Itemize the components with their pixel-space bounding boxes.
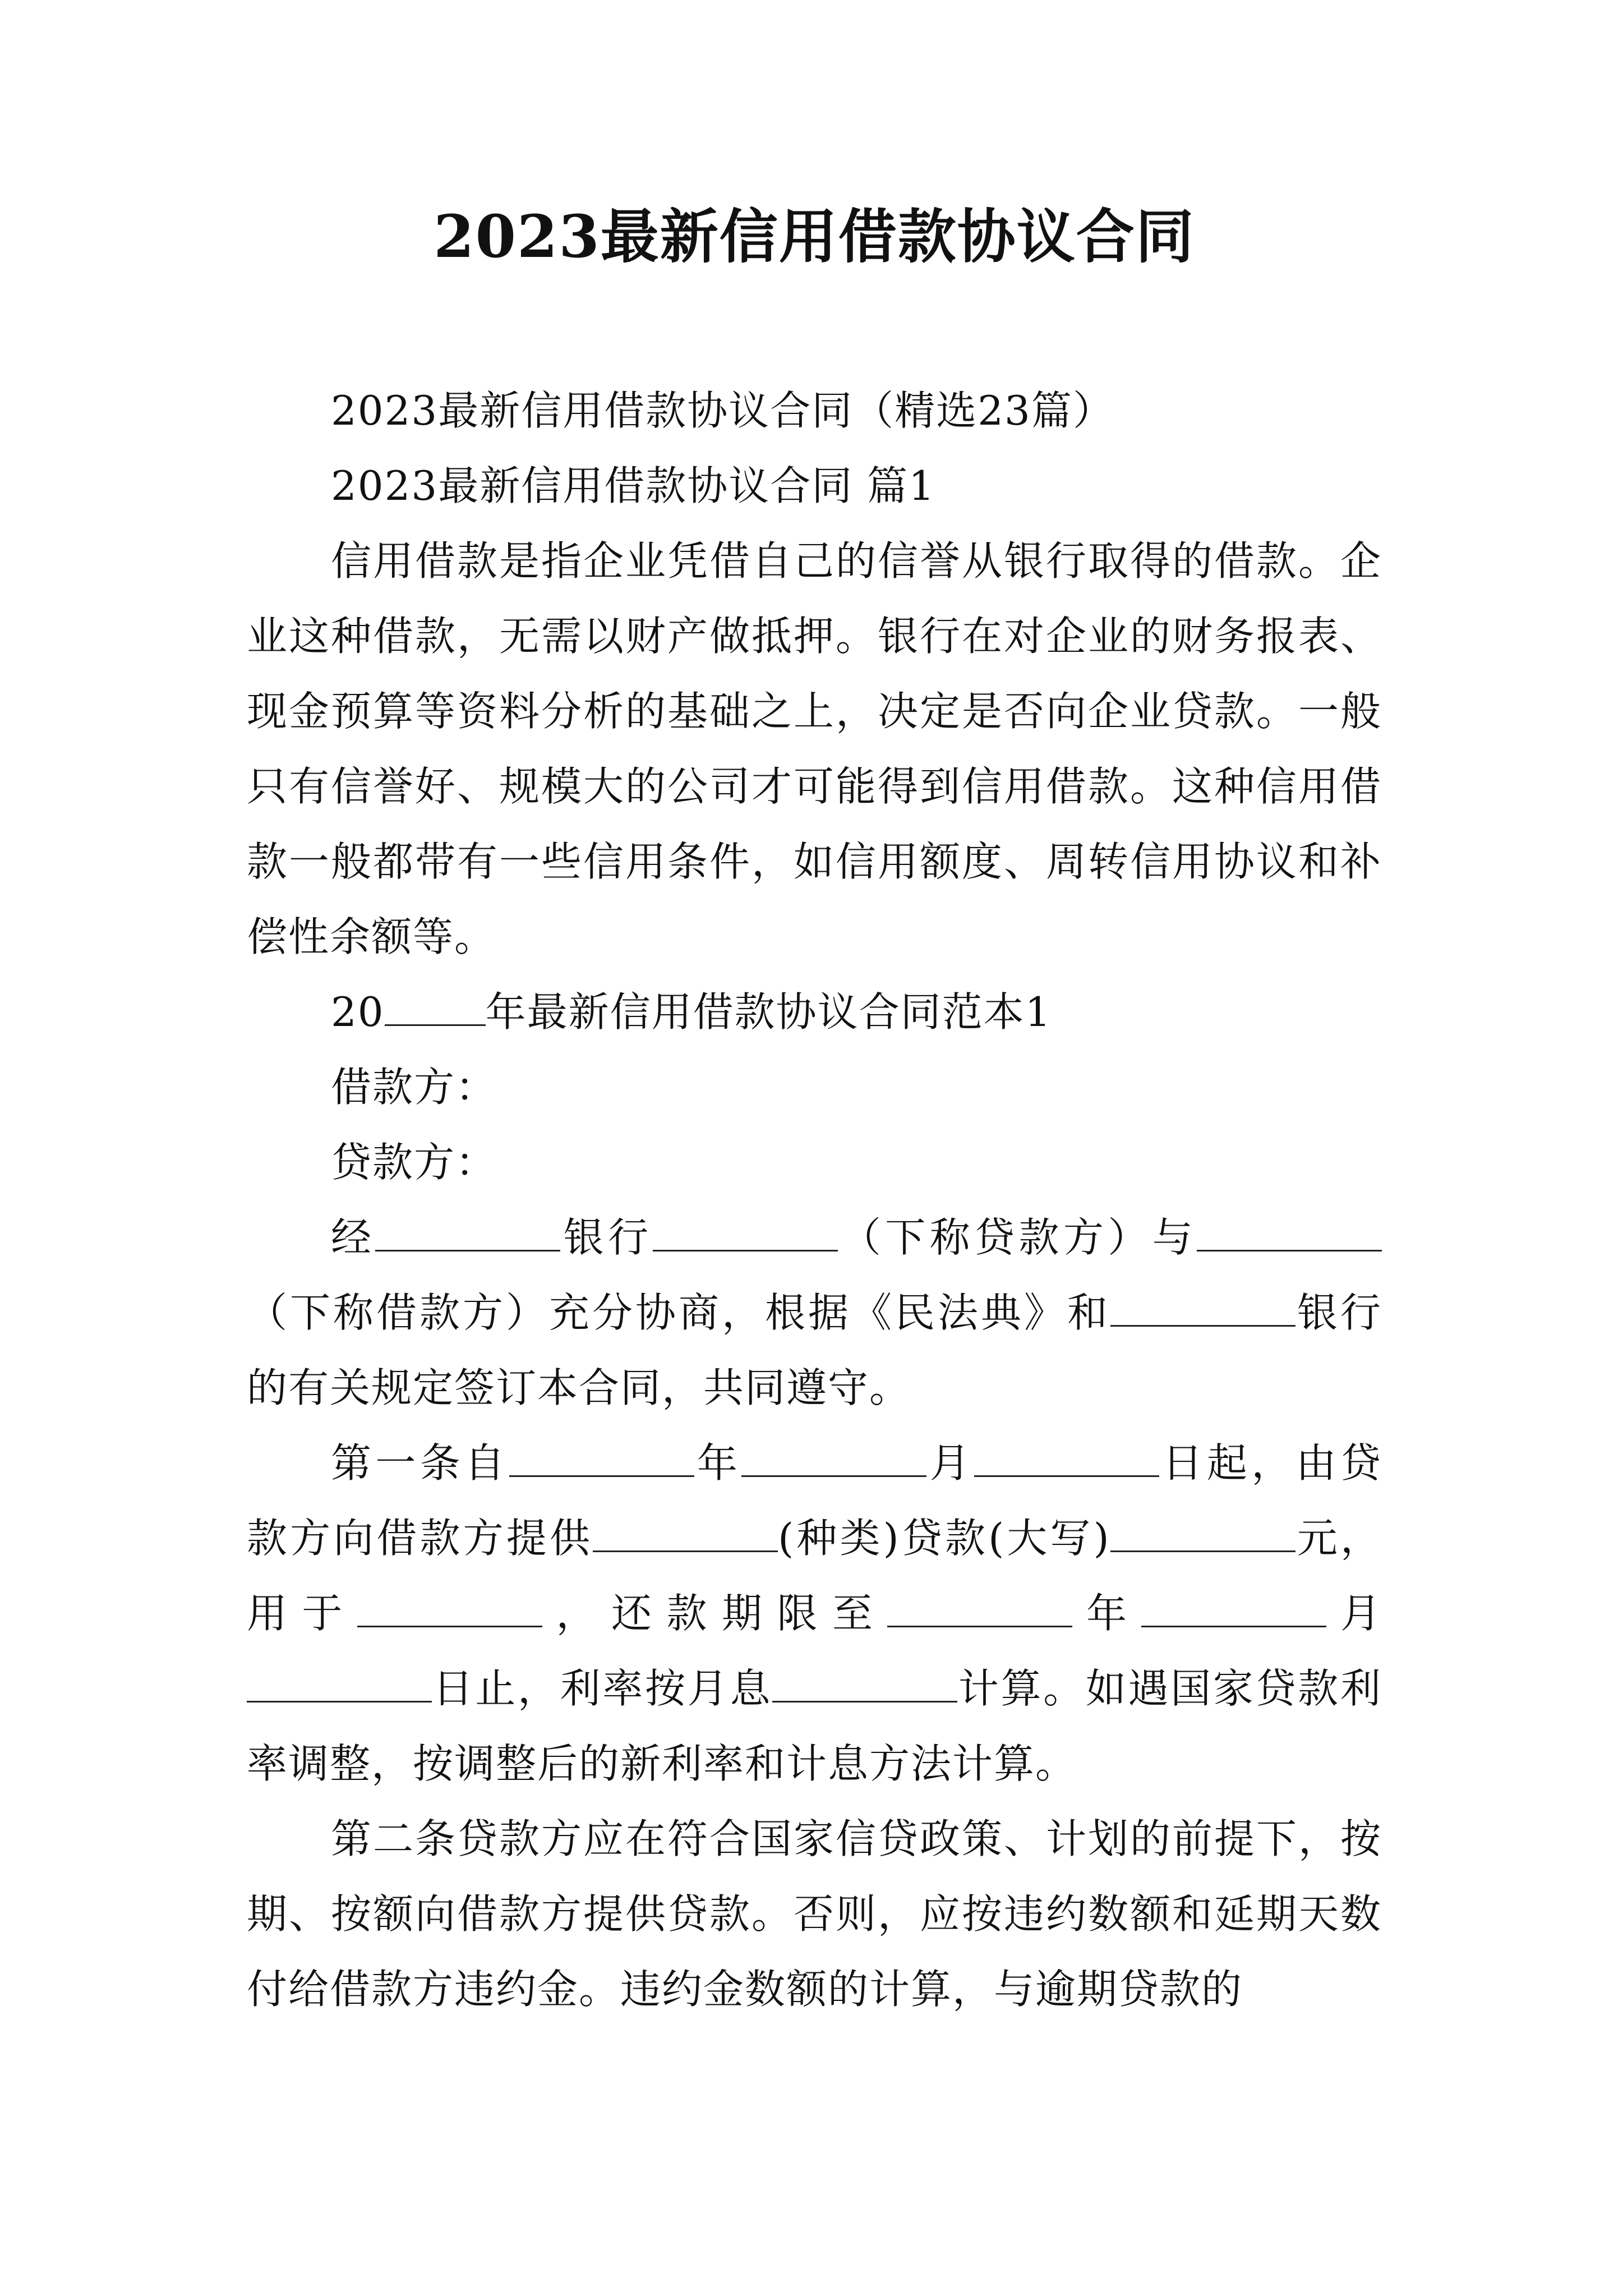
- article-1-text: 月: [926, 1439, 975, 1487]
- section-heading: 2023最新信用借款协议合同 篇1: [331, 462, 935, 509]
- article-1-text: 年: [1072, 1589, 1142, 1637]
- blank-field: [741, 1437, 926, 1476]
- article-1-text: 计算。如遇国家贷款利率调整，按调整后的新利率和计息方法计算。: [247, 1664, 1382, 1787]
- article-1-text: 日起，由贷款方向借款方提供: [247, 1439, 1382, 1562]
- blank-field: [357, 1587, 542, 1627]
- article-1-text: 月: [1326, 1589, 1382, 1637]
- blank-field: [974, 1437, 1159, 1476]
- document-title: 2023最新信用借款协议合同: [434, 202, 1195, 271]
- article-1-text: ，还款期限至: [542, 1589, 888, 1637]
- blank-field: [1141, 1587, 1326, 1627]
- preamble-text-2: 银行: [560, 1213, 653, 1261]
- blank-field: [247, 1662, 432, 1702]
- borrower-label: 借款方：: [331, 1063, 497, 1111]
- article-1-text: 日止，利率按月息: [432, 1664, 773, 1712]
- preamble-text-3: （下称贷款方）与: [837, 1213, 1197, 1261]
- blank-field: [593, 1512, 778, 1552]
- preamble-text-5: 银行的有关规定签订本合同，共同遵守。: [247, 1289, 1382, 1411]
- subtitle: 2023最新信用借款协议合同（精选23篇）: [331, 386, 1114, 434]
- article-1-text: (种类)贷款(大写): [778, 1514, 1110, 1562]
- article-1-text: 元，用于: [247, 1514, 1382, 1637]
- article-1-text: 年: [694, 1439, 742, 1487]
- preamble-paragraph: [247, 1200, 1382, 1425]
- blank-field: [1110, 1286, 1295, 1326]
- preamble-text-4: （下称借款方）充分协商，根据《民法典》和: [247, 1289, 1110, 1336]
- template-suffix: 年最新信用借款协议合同范本1: [485, 988, 1052, 1036]
- article-1-text: 第一条自: [331, 1439, 509, 1487]
- template-heading: [247, 974, 1382, 1050]
- template-prefix: 20: [331, 988, 385, 1036]
- blank-field: [509, 1437, 694, 1476]
- article-2: 第二条贷款方应在符合国家信贷政策、计划的前提下，按期、按额向借款方提供贷款。否则，应按违约数额和延期天数付给借款方违约金。违约金数额的计算，与逾期贷款的: [247, 1815, 1382, 2013]
- intro-paragraph: 信用借款是指企业凭借自己的信誉从银行取得的借款。企业这种借款，无需以财产做抵押。银行在对企业的财务报表、现金预算等资料分析的基础之上，决定是否向企业贷款。一般只有信誉好、规模大的公司才可能得到信用借款。这种信用借款一般都带有一些信用条件，如信用额度、周转信用协议和补偿性余额等。: [247, 537, 1382, 960]
- blank-field: [375, 1211, 560, 1251]
- blank-field: [653, 1211, 838, 1251]
- year-blank: [385, 986, 486, 1025]
- blank-field: [887, 1587, 1072, 1627]
- blank-field: [1197, 1211, 1382, 1251]
- blank-field: [1110, 1512, 1295, 1552]
- article-1: [247, 1425, 1382, 1801]
- blank-field: [772, 1662, 957, 1702]
- lender-label: 贷款方：: [331, 1138, 497, 1186]
- preamble-text-1: 经: [331, 1213, 376, 1261]
